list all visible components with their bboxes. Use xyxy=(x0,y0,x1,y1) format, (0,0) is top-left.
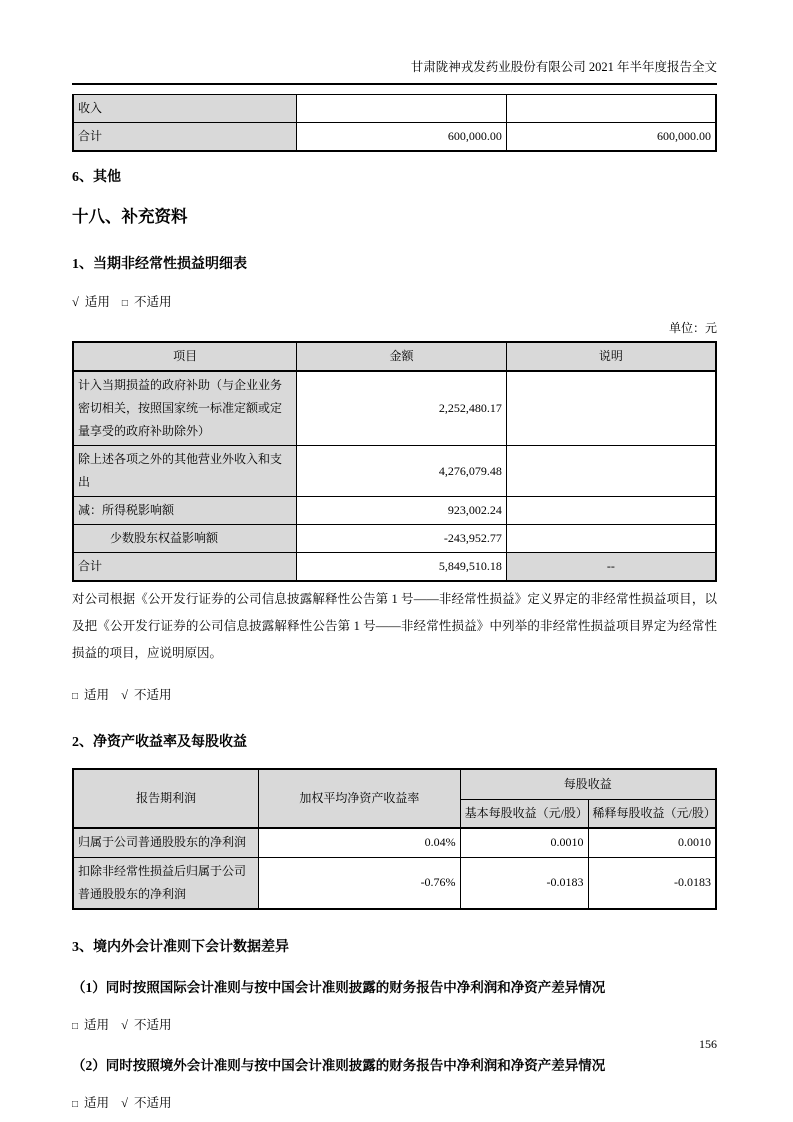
check-mark-icon: √ xyxy=(121,688,128,702)
column-header-amount: 金额 xyxy=(297,342,507,371)
row-label-cell: 收入 xyxy=(73,95,297,123)
diluted-eps-cell: 0.0010 xyxy=(588,828,716,857)
applicable-label: 适用 xyxy=(84,688,110,702)
checkbox-icon: □ xyxy=(121,298,128,309)
table-row xyxy=(73,371,716,446)
section-heading-other: 6、其他 xyxy=(72,170,121,185)
applicability-check-intl xyxy=(72,1017,717,1035)
item-cell: 除上述各项之外的其他营业外收入和支出 xyxy=(73,446,297,497)
check-mark-icon: √ xyxy=(121,1017,128,1032)
applicable-label: 适用 xyxy=(84,295,110,309)
item-cell: 合计 xyxy=(73,553,297,582)
note-cell xyxy=(506,525,716,553)
column-header-note: 说明 xyxy=(506,342,716,371)
applicability-check-explanation xyxy=(72,687,717,705)
section-heading-roe-eps: 2、净资产收益率及每股收益 xyxy=(72,735,247,750)
table-row xyxy=(73,123,716,152)
amount-cell: 600,000.00 xyxy=(506,123,716,152)
amount-cell: 923,002.24 xyxy=(297,497,507,525)
income-total-table xyxy=(72,94,717,152)
column-header-roe: 加权平均净资产收益率 xyxy=(259,769,460,828)
item-cell: 计入当期损益的政府补助（与企业业务密切相关，按照国家统一标准定额或定量享受的政府补助除外） xyxy=(73,371,297,446)
table-row-total xyxy=(73,553,716,582)
column-header-basic-eps: 基本每股收益（元/股） xyxy=(460,799,588,828)
check-mark-icon: √ xyxy=(72,295,79,309)
table-header-row xyxy=(73,342,716,371)
table-row xyxy=(73,95,716,123)
table-row xyxy=(73,857,716,909)
column-header-profit: 报告期利润 xyxy=(73,769,259,828)
table-row xyxy=(73,446,716,497)
note-cell xyxy=(506,446,716,497)
roe-cell: -0.76% xyxy=(259,857,460,909)
applicability-check-non-recurring xyxy=(72,294,717,312)
amount-cell: 600,000.00 xyxy=(297,123,507,152)
check-mark-icon: √ xyxy=(121,1095,128,1110)
item-cell: 归属于公司普通股股东的净利润 xyxy=(73,828,259,857)
applicability-check-overseas xyxy=(72,1095,717,1113)
unit-label: 单位：元 xyxy=(668,321,717,335)
checkbox-icon: □ xyxy=(72,1020,79,1032)
table-row xyxy=(73,828,716,857)
note-cell xyxy=(506,371,716,446)
note-cell: -- xyxy=(506,553,716,582)
column-group-header-eps: 每股收益 xyxy=(460,769,716,799)
checkbox-icon: □ xyxy=(72,1098,79,1110)
amount-cell: 2,252,480.17 xyxy=(297,371,507,446)
non-recurring-items-table xyxy=(72,341,717,582)
table-header-row xyxy=(73,769,716,799)
section-heading-supplementary: 十八、补充资料 xyxy=(72,207,188,226)
not-applicable-label: 不适用 xyxy=(133,1017,172,1032)
document-header: 甘肃陇神戎发药业股份有限公司 2021 年半年度报告全文 xyxy=(72,0,717,85)
amount-cell: 5,849,510.18 xyxy=(297,553,507,582)
basic-eps-cell: 0.0010 xyxy=(460,828,588,857)
item-cell: 少数股东权益影响额 xyxy=(73,525,297,553)
not-applicable-label: 不适用 xyxy=(133,1095,172,1110)
amount-cell: 4,276,079.48 xyxy=(297,446,507,497)
amount-cell: -243,952.77 xyxy=(297,525,507,553)
amount-cell xyxy=(506,95,716,123)
table-row xyxy=(73,525,716,553)
note-cell xyxy=(506,497,716,525)
item-cell: 减：所得税影响额 xyxy=(73,497,297,525)
page-number: 156 xyxy=(699,1037,717,1051)
applicable-label: 适用 xyxy=(84,1017,110,1032)
section-heading-accounting-diff: 3、境内外会计准则下会计数据差异 xyxy=(72,939,289,955)
not-applicable-label: 不适用 xyxy=(133,295,172,309)
column-header-diluted-eps: 稀释每股收益（元/股） xyxy=(588,799,716,828)
table-row xyxy=(73,497,716,525)
not-applicable-label: 不适用 xyxy=(133,688,172,702)
sub-heading-intl-diff: （1）同时按照国际会计准则与按中国会计准则披露的财务报告中净利润和净资产差异情况 xyxy=(72,979,606,995)
checkbox-icon: □ xyxy=(72,691,79,702)
amount-cell xyxy=(297,95,507,123)
item-cell: 扣除非经常性损益后归属于公司普通股股东的净利润 xyxy=(73,857,259,909)
column-header-item: 项目 xyxy=(73,342,297,371)
applicable-label: 适用 xyxy=(84,1095,110,1110)
roe-eps-table xyxy=(72,768,717,910)
sub-heading-overseas-diff: （2）同时按照境外会计准则与按中国会计准则披露的财务报告中净利润和净资产差异情况 xyxy=(72,1057,606,1073)
section-heading-non-recurring: 1、当期非经常性损益明细表 xyxy=(72,257,247,272)
diluted-eps-cell: -0.0183 xyxy=(588,857,716,909)
row-label-cell: 合计 xyxy=(73,123,297,152)
explanation-paragraph: 对公司根据《公开发行证券的公司信息披露解释性公告第 1 号——非经常性损益》定义界定的非经常性损益项目，以及把《公开发行证券的公司信息披露解释性公告第 1 号——非经常性损益》中列举的非经常性损益项目界定为经常性损益的项目，应说明原因。 xyxy=(72,592,717,660)
basic-eps-cell: -0.0183 xyxy=(460,857,588,909)
roe-cell: 0.04% xyxy=(259,828,460,857)
